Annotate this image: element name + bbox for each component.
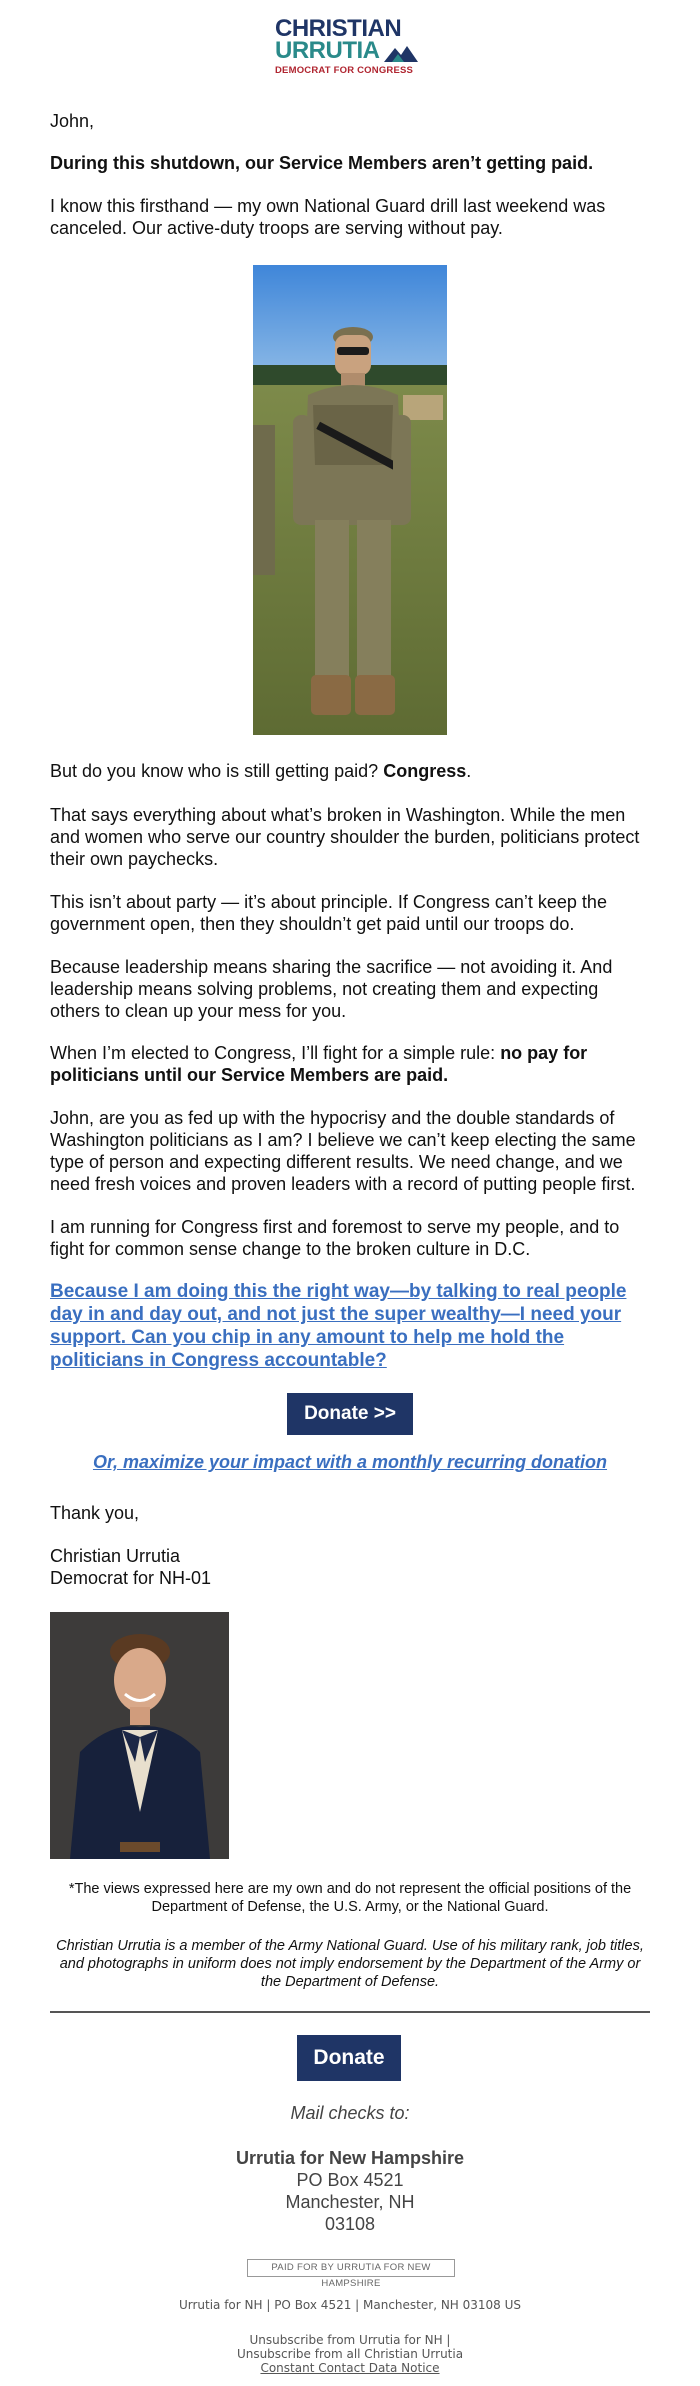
donate-button-primary[interactable]: Donate >> — [287, 1393, 413, 1435]
disclaimer-endorsement: Christian Urrutia is a member of the Army National Guard. Use of his military rank, job titles, and photographs in uniform does not imply endorsement by the Department of the Army or the Department of Defense. — [56, 1938, 644, 1990]
paragraph-fed-up: John, are you as fed up with the hypocrisy and the double standards of Washington politicians as I am? I believe we can’t keep electing the same type of person and expecting different results. We need change, and we need fresh voices and proven leaders with a record of putting people first. — [50, 1108, 636, 1194]
mail-address-line2: Manchester, NH — [285, 2192, 415, 2212]
candidate-headshot-image — [50, 1612, 229, 1859]
logo-line2-row — [275, 37, 425, 64]
paragraph-congress-end: . — [466, 761, 472, 781]
intro-paragraph: I know this firsthand — my own National Guard drill last weekend was canceled. Our active-duty troops are serving without pay. — [50, 196, 606, 238]
ask-paragraph — [50, 1280, 650, 1372]
paragraph-running: I am running for Congress first and foremost to serve my people, and to fight for common sense change to the broken culture in D.C. — [50, 1217, 620, 1259]
campaign-logo[interactable] — [275, 15, 425, 78]
paragraph-leadership: Because leadership means sharing the sacrifice — not avoiding it. And leadership means solving problems, not creating them and expecting others to clean up your mess for you. — [50, 957, 613, 1021]
data-notice-link-text[interactable]: Constant Contact Data Notice — [260, 2361, 440, 2375]
monthly-donation-link[interactable]: Or, maximize your impact with a monthly recurring donation — [92, 1452, 608, 1472]
paid-for-disclaimer: PAID FOR BY URRUTIA FOR NEW HAMPSHIRE — [247, 2259, 455, 2277]
soldier-photo-image — [253, 265, 447, 735]
paragraph-congress-lead: But do you know who is still getting paid? — [50, 761, 384, 781]
ask-link[interactable]: Because I am doing this the right way—by talking to real people day in and day out, and not just the super wealthy—I need your support. Can you chip in any amount to help me hold the politicians in Congress accountable? — [50, 1281, 627, 1371]
disclaimer-views: *The views expressed here are my own and do not represent the official positions of the Department of Defense, the U.S. Army, or the National Guard. — [68, 1881, 632, 1915]
candidate-headshot — [50, 1612, 229, 1859]
paragraph-rule-lead: When I’m elected to Congress, I’ll fight for a simple rule: — [50, 1043, 501, 1063]
paragraph-congress-bold: Congress — [383, 761, 467, 781]
signature-title: Democrat for NH-01 — [50, 1568, 212, 1588]
paragraph-congress — [50, 760, 650, 782]
mail-address-line3: 03108 — [324, 2214, 376, 2234]
signoff: Thank you, — [50, 1503, 140, 1523]
mail-address-line1: PO Box 4521 — [296, 2170, 404, 2190]
unsubscribe-link[interactable]: Unsubscribe from Urrutia for NH | — [249, 2333, 451, 2347]
signature-name: Christian Urrutia — [50, 1546, 181, 1566]
paragraph-broken: That says everything about what’s broken in Washington. While the men and women who serve our country shoulder the burden, politicians protect their own paychecks. — [50, 805, 640, 869]
mountain-icon — [384, 44, 418, 62]
logo-line1: CHRISTIAN — [275, 15, 402, 42]
greeting: John, — [50, 111, 95, 131]
donate-button-secondary[interactable]: Donate — [297, 2035, 401, 2081]
data-notice-link[interactable] — [50, 2361, 650, 2375]
divider — [50, 2011, 650, 2013]
logo-line2: URRUTIA — [275, 37, 380, 64]
paragraph-rule — [50, 1042, 650, 1086]
paragraph-rule-bold: no pay for politicians until our Service Members are paid. — [50, 1043, 588, 1085]
logo-tagline: DEMOCRAT FOR CONGRESS — [275, 65, 414, 76]
paragraph-principle: This isn’t about party — it’s about principle. If Congress can’t keep the government open, then they shouldn’t get paid until our troops do. — [50, 892, 607, 934]
footer-address: Urrutia for NH | PO Box 4521 | Manchester, NH 03108 US — [178, 2298, 522, 2312]
mail-recipient: Urrutia for New Hampshire — [235, 2148, 465, 2168]
unsubscribe-all-link[interactable]: Unsubscribe from all Christian Urrutia — [236, 2347, 464, 2361]
soldier-photo — [253, 265, 447, 735]
mail-checks-label: Mail checks to: — [290, 2103, 410, 2123]
headline: During this shutdown, our Service Members aren’t getting paid. — [50, 153, 594, 173]
